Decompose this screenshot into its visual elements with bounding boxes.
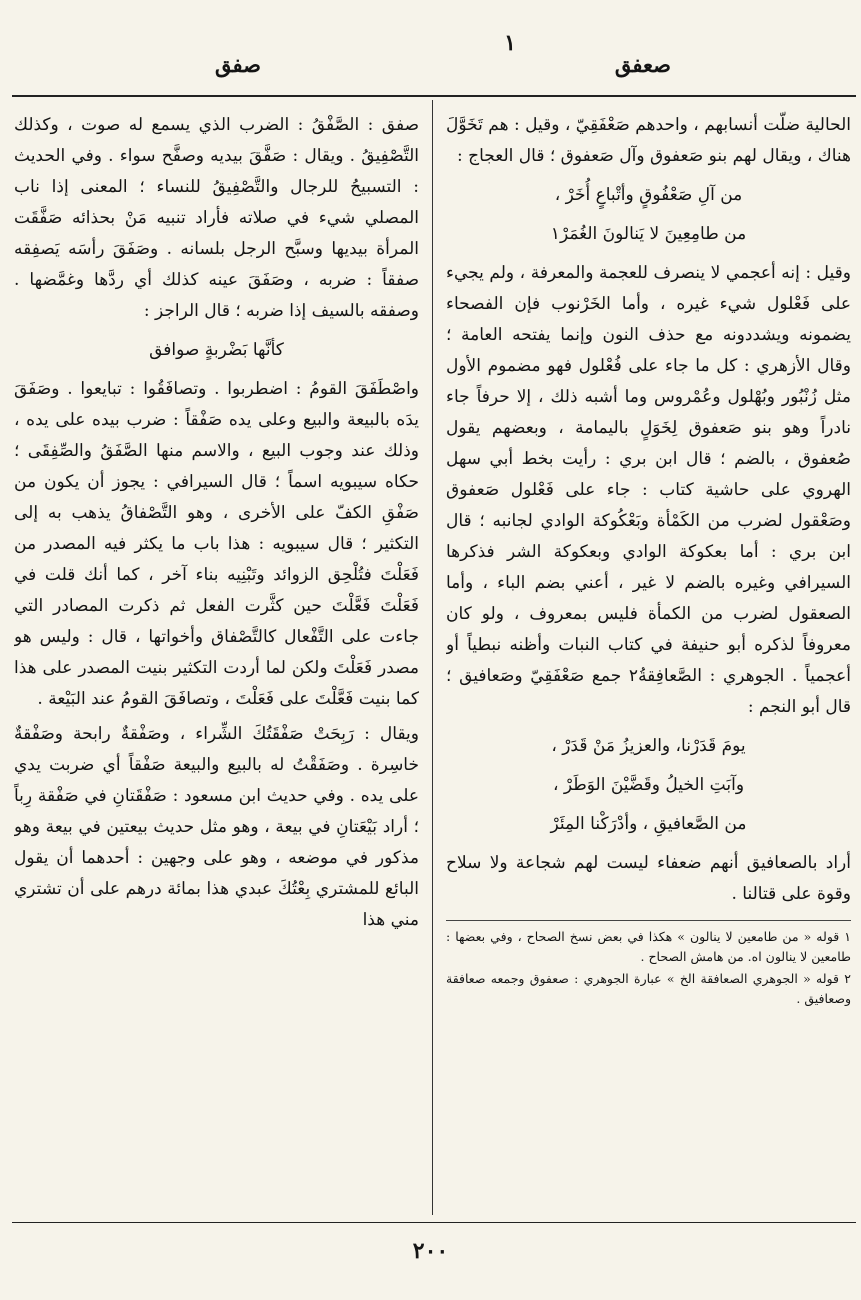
entry-paragraph: صفق : الصَّفْقُ : الضرب الذي يسمع له صوت ، وكذلك التَّصْفِيقُ . ويقال : صَفَّقَ بيديه وصفَّح سواء . وفي الحديث : التسبيحُ للرجال والتَّصْفِيقُ للنساء ؛ المعنى إذا ناب المصلي شيء في صلاته فأراد تنبيه مَنْ بحذائه صَفَّقَت المرأة بيديها وسبَّح الرجل بلسانه . وصَفَقَ رأسَه يَصفِقه صفقاً : ضربه ، وصَفَقَ عينه كذلك أي ردَّها وغمَّضها . وصفقه بالسيف إذا ضربه ؛ قال الراجز : [14,115,419,321]
verse-line: من آلِ صَعْفُوقٍ وأتْباعٍ أُخَرْ ، [554,185,743,205]
running-head-right: صعفق [614,52,671,77]
signature-mark: ١ [504,30,516,56]
entry-paragraph: واصْطَفَقَ القومُ : اضطربوا . وتصافَقُوا : تبايعوا . وصَفَقَ يدَه بالبيعة والبيع وعلى يده صَفْقاً : ضرب بيده على يده ، وذلك عند وجوب البيع ، والاسم منها الصَّفَقُ والصِّفِقَى ؛ حكاه سيبويه اسماً ؛ قال السيرافي : يجوز أن يكون من صَفْقِ الكفّ على الأخرى ، وهو التَّصْفاقُ يذهب به إلى التكثير ؛ قال سيبويه : هذا باب ما يكثر فيه المصدر من فَعَلْتَ فتُلْحِق الزوائد وتَبْنِيه بناء آخر ، كما أنك قلت في فَعَلْتَ فَعَّلْتَ حين كثَّرت الفعل ثم ذكرت المصادر التي جاءت على التَّفْعال كالتَّصْفاق وأخواتها ، قال : وليس هو مصدر فَعَلْتَ ولكن لما أردت التكثير بنيت المصدر على هذا كما بنيت فَعَّلْتَ على فَعَلْتَ ، وتصافَقَ القومُ عند البَيْعة . [14,379,419,709]
entry-paragraph: أراد بالصعافيق أنهم ضعفاء ليست لهم شجاعة ولا سلاح وقوة على قتالنا . [446,853,851,904]
footer-rule [12,1222,856,1223]
verse-line: يومَ قَدَرْنا، والعزيزُ مَنْ قَدَرْ ، [551,736,746,756]
entry-paragraph: الحالية ضلّت أنسابهم ، واحدهم صَعْفَقِيّ ، وقيل : هم تَخَوَّلَ هناك ، ويقال لهم بنو صَعفوق وآل صَعفوق ؛ قال العجاج : [446,115,851,166]
footnote: ٢ قوله « الجوهري الصعافقة الخ » عبارة الجوهري : صعفوق وجمعه صعافقة وصعافيق . [446,971,851,1006]
verse-line: وآبَتِ الخيلُ وقَضَّيْنَ الوَطَرْ ، [552,775,745,795]
right-column [446,110,851,1210]
verse-line: من طامِعِينَ لا يَنالونَ الغُمَرْ١ [550,224,747,244]
page-number: ٢٠٠ [412,1238,449,1264]
left-column [14,110,419,1210]
column-divider [432,100,433,1215]
footnote: ١ قوله « من طامعين لا ينالون » هكذا في بعض نسخ الصحاح ، وفي بعضها : طامعين لا ينالون اه. من هامش الصحاح . [446,929,851,964]
entry-paragraph: وقيل : إنه أعجمي لا ينصرف للعجمة والمعرفة ، ولم يجيء على فَعْلول شيء غيره ، وأما الخَرْنوب فإن الفصحاء يضمونه ويشددونه مع حذف النون وإنما يفتحه العامة ؛ وقال الأزهري : كل ما جاء على فُعْلول فهو مضموم الأول مثل زُنْبُور وبُهْلول وعُمْروس وما أشبه ذلك ، إلا حرفاً جاء نادراً وهو بنو صَعفوق لِخَوَلٍ باليمامة ، وبعضهم يقول صُعفوق ، بالضم ؛ قال ابن بري : رأيت بخط أبي سهل الهروي على حاشية كتاب : جاء على فَعْلول صَعفوق وصَعْقول لضرب من الكَمْأة وبَعْكُوكة الوادي لجانبه ؛ قال ابن بري : أما بعكوكة الوادي وبعكوكة الشر فذكرها السيرافي وغيره بالضم لا غير ، أعني بضم الباء ، وأما الصعقول لضرب من الكمأة فليس بمعروف ، ولو كان معروفاً لذكره أبو حنيفة في كتاب النبات وأظنه نبطياً أو أعجمياً . الجوهري : الصَّعافِقةُ٢ جمع صَعْفَقِيّ وصَعافيق ؛ قال أبو النجم : [446,263,851,717]
footnote-separator [446,920,851,921]
entry-paragraph: ويقال : رَبِحَتْ صَفْقَتُكَ الشِّراء ، وصَفْقةٌ رابحة وصَفْقةٌ خاسِرة . وصَفَقْتُ له بالبيع والبيعة صَفْقاً أي ضربت يدي على يده . وفي حديث ابن مسعود : صَفْقَتانِ في صَفْقة رِباً ؛ أراد بَيْعَتانِ في بيعة ، وهو مثل حديث بيعتين في بيعة وهو مذكور في موضعه ، وهو على وجهين : أحدهما أن يقول البائع للمشتري بِعْتُكَ عبدي هذا بمائة درهم على أن تشتري مني هذا [14,724,419,930]
verse-line: كأنَّها بَضْربةٍ صوافق [149,340,284,360]
verse-line: من الصَّعافيقِ ، وأدْرَكْنا المِئَرْ [550,814,747,834]
header-rule [12,95,856,97]
running-head-left: صفق [215,52,261,77]
